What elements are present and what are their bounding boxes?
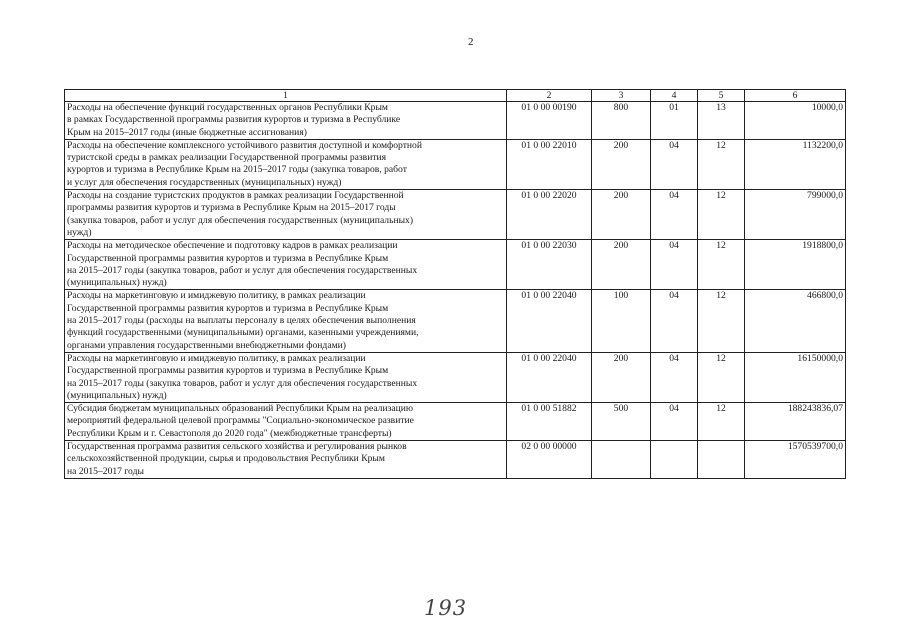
amount: 1918800,0 [745, 240, 846, 290]
description-line: Расходы на создание туристских продуктов в рамках реализации Государственной [67, 190, 404, 202]
amount: 1570539700,0 [745, 441, 846, 479]
budget-table [64, 89, 846, 479]
target-article-code: 01 0 00 22040 [507, 290, 592, 352]
expense-type-code [592, 441, 651, 479]
table-row [65, 102, 846, 140]
row-description [65, 290, 507, 352]
subsection-code: 12 [698, 352, 745, 402]
table-row [65, 190, 846, 240]
col-header-2: 2 [507, 90, 592, 102]
row-description [65, 403, 507, 441]
description-line: туристской среды в рамках реализации Государственной программы развития [67, 152, 387, 164]
description-line: Государственной программы развития курортов и туризма в Республике Крым [67, 252, 389, 264]
description-line: Расходы на обеспечение функций государственных органов Республики Крым [67, 102, 389, 113]
header-row [65, 90, 846, 102]
row-description [65, 240, 507, 290]
description-line: на 2015–2017 годы (закупка товаров, работ и услуг для обеспечения государственных [67, 264, 418, 276]
description-line: функций государственными (муниципальными) органами, казенными учреждениями, [67, 327, 419, 339]
expense-type-code: 200 [592, 190, 651, 240]
description-line: нужд) [67, 226, 92, 238]
description-line: органами управления государственными внебюджетными фондами) [67, 339, 346, 351]
description-line: курортов и туризма в Республике Крым на 2015–2017 годы (закупка товаров, работ [67, 164, 407, 176]
handwritten-page-number: 193 [424, 596, 468, 620]
table-row [65, 352, 846, 402]
table-row [65, 139, 846, 189]
amount: 799000,0 [745, 190, 846, 240]
row-description [65, 441, 507, 479]
table-row [65, 240, 846, 290]
row-description [65, 102, 507, 140]
expense-type-code: 200 [592, 352, 651, 402]
col-header-1: 1 [65, 90, 507, 102]
description-line: (закупка товаров, работ и услуг для обеспечения государственных (муниципальных) [67, 214, 414, 226]
subsection-code: 12 [698, 240, 745, 290]
target-article-code: 01 0 00 51882 [507, 403, 592, 441]
row-description [65, 139, 507, 189]
target-article-code: 01 0 00 22040 [507, 352, 592, 402]
section-code: 04 [651, 190, 698, 240]
subsection-code: 12 [698, 290, 745, 352]
target-article-code: 01 0 00 22010 [507, 139, 592, 189]
section-code: 04 [651, 403, 698, 441]
expense-type-code: 200 [592, 240, 651, 290]
amount: 10000,0 [745, 102, 846, 140]
table-row [65, 290, 846, 352]
description-line: Расходы на маркетинговую и имиджевую политику, в рамках реализации [67, 290, 366, 302]
row-description [65, 352, 507, 402]
subsection-code: 13 [698, 102, 745, 140]
description-line: на 2015–2017 годы [67, 465, 144, 477]
subsection-code [698, 441, 745, 479]
description-line: на 2015–2017 годы (расходы на выплаты персоналу в целях обеспечения выполнения [67, 315, 416, 327]
description-line: Республики Крым и г. Севастополя до 2020 года" (межбюджетные трансферты) [67, 427, 392, 439]
col-header-5: 5 [698, 90, 745, 102]
description-line: программы развития курортов и туризма в Республике Крым на 2015–2017 годы [67, 202, 396, 214]
page-number: 2 [468, 36, 474, 48]
description-line: на 2015–2017 годы (закупка товаров, работ и услуг для обеспечения государственных [67, 377, 418, 389]
section-code: 04 [651, 240, 698, 290]
description-line: Крым на 2015–2017 годы (иные бюджетные ассигнования) [67, 126, 307, 138]
description-line: Государственной программы развития курортов и туризма в Республике Крым [67, 302, 389, 314]
section-code: 01 [651, 102, 698, 140]
description-line: Субсидия бюджетам муниципальных образований Республики Крым на реализацию [67, 403, 414, 415]
table-row [65, 441, 846, 479]
section-code [651, 441, 698, 479]
target-article-code: 02 0 00 00000 [507, 441, 592, 479]
description-line: сельскохозяйственной продукции, сырья и продовольствия Республики Крым [67, 453, 385, 465]
description-line: Расходы на обеспечение комплексного устойчивого развития доступной и комфортной [67, 139, 422, 151]
description-line: в рамках Государственной программы развития курортов и туризма в Республике [67, 114, 401, 126]
description-line: Расходы на методическое обеспечение и подготовку кадров в рамках реализации [67, 240, 398, 252]
amount: 1132200,0 [745, 139, 846, 189]
description-line: Государственной программы развития курортов и туризма в Республике Крым [67, 365, 389, 377]
amount: 188243836,07 [745, 403, 846, 441]
section-code: 04 [651, 139, 698, 189]
description-line: (муниципальных) нужд) [67, 389, 167, 401]
row-description [65, 190, 507, 240]
target-article-code: 01 0 00 22030 [507, 240, 592, 290]
target-article-code: 01 0 00 22020 [507, 190, 592, 240]
description-line: и услуг для обеспечения государственных (муниципальных) нужд) [67, 176, 342, 188]
col-header-3: 3 [592, 90, 651, 102]
section-code: 04 [651, 290, 698, 352]
subsection-code: 12 [698, 139, 745, 189]
description-line: (муниципальных) нужд) [67, 277, 167, 289]
amount: 16150000,0 [745, 352, 846, 402]
amount: 466800,0 [745, 290, 846, 352]
expense-type-code: 500 [592, 403, 651, 441]
expense-type-code: 800 [592, 102, 651, 140]
target-article-code: 01 0 00 00190 [507, 102, 592, 140]
subsection-code: 12 [698, 190, 745, 240]
subsection-code: 12 [698, 403, 745, 441]
col-header-6: 6 [745, 90, 846, 102]
expense-type-code: 100 [592, 290, 651, 352]
description-line: Государственная программа развития сельского хозяйства и регулирования рынков [67, 441, 407, 453]
col-header-4: 4 [651, 90, 698, 102]
description-line: Расходы на маркетинговую и имиджевую политику, в рамках реализации [67, 352, 366, 364]
expense-type-code: 200 [592, 139, 651, 189]
description-line: мероприятий федеральной целевой программы "Социально-экономическое развитие [67, 415, 414, 427]
table-row [65, 403, 846, 441]
section-code: 04 [651, 352, 698, 402]
